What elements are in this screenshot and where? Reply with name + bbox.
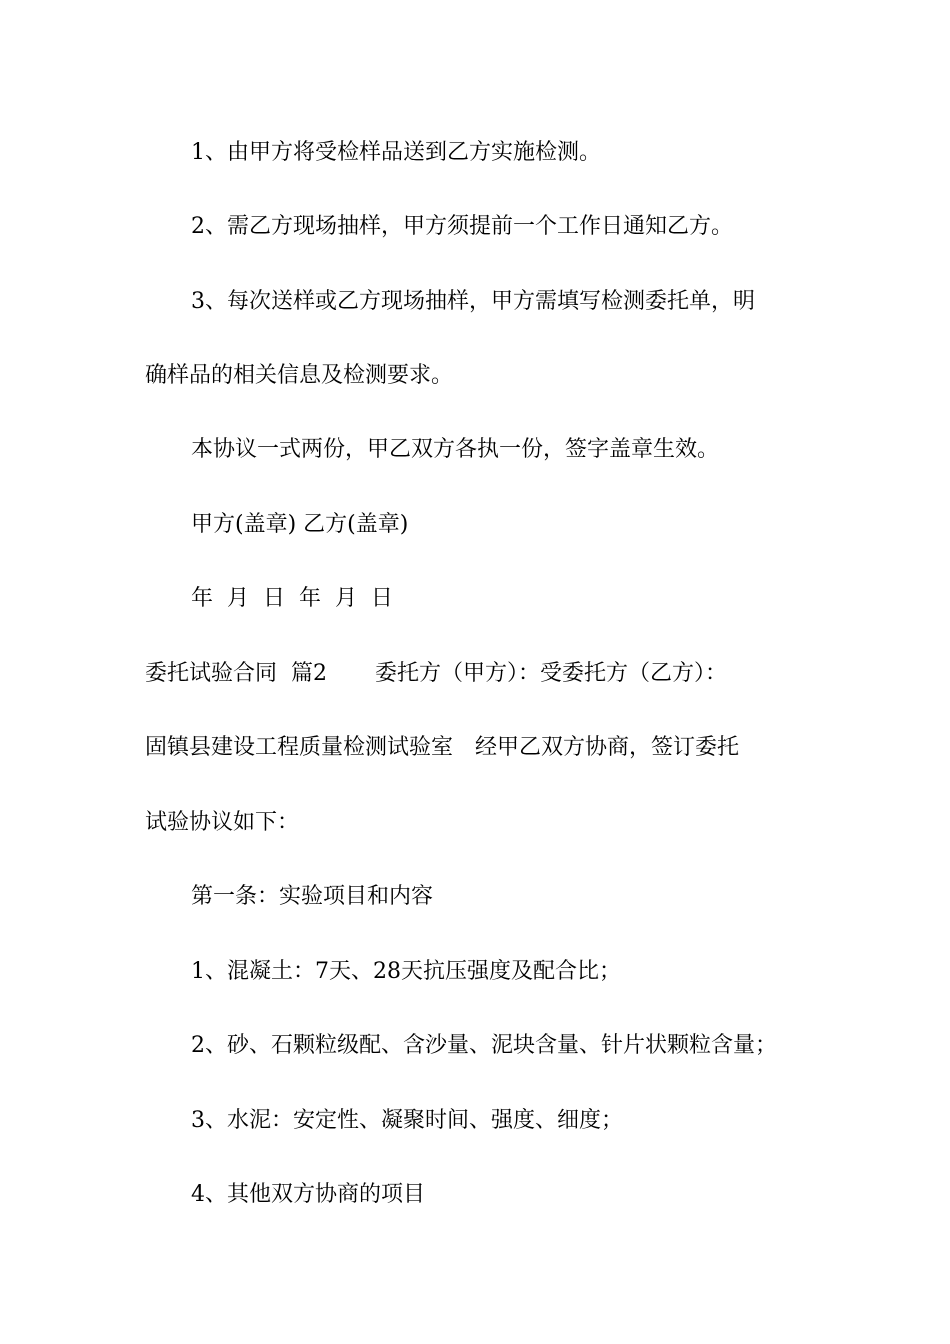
negotiation-text: 经甲乙双方协商，签订委托: [475, 735, 740, 760]
contractor-name: 固镇县建设工程质量检测试验室: [145, 735, 454, 760]
date-line: 年 月 日 年 月 日: [191, 586, 393, 611]
seal-line: 甲方(盖章) 乙方(盖章): [191, 512, 409, 537]
contractor-line: [145, 733, 825, 763]
item-line-3: 3、水泥：安定性、凝聚时间、强度、细度；: [191, 1108, 623, 1133]
item-line-4: 4、其他双方协商的项目: [191, 1182, 425, 1207]
paragraph-line-3: 3、每次送样或乙方现场抽样，甲方需填写检测委托单，明: [191, 289, 755, 314]
paragraph-line-3-continued: 确样品的相关信息及检测要求。: [145, 363, 454, 388]
item-line-1: 1、混凝土：7天、28天抗压强度及配合比；: [191, 959, 621, 984]
article-title: 第一条：实验项目和内容: [191, 884, 434, 909]
paragraph-line-1: 1、由甲方将受检样品送到乙方实施检测。: [191, 140, 601, 165]
contract-heading-line: [145, 659, 825, 689]
item-line-2: 2、砂、石颗粒级配、含沙量、泥块含量、针片状颗粒含量；: [191, 1033, 777, 1058]
agreement-copies-line: 本协议一式两份，甲乙双方各执一份，签字盖章生效。: [191, 437, 720, 462]
parties-label: 委托方（甲方）：受委托方（乙方）：: [374, 661, 727, 686]
contract-title: 委托试验合同 篇2: [145, 661, 327, 686]
agreement-intro-line: 试验协议如下：: [145, 810, 300, 835]
paragraph-line-2: 2、需乙方现场抽样，甲方须提前一个工作日通知乙方。: [191, 214, 733, 239]
